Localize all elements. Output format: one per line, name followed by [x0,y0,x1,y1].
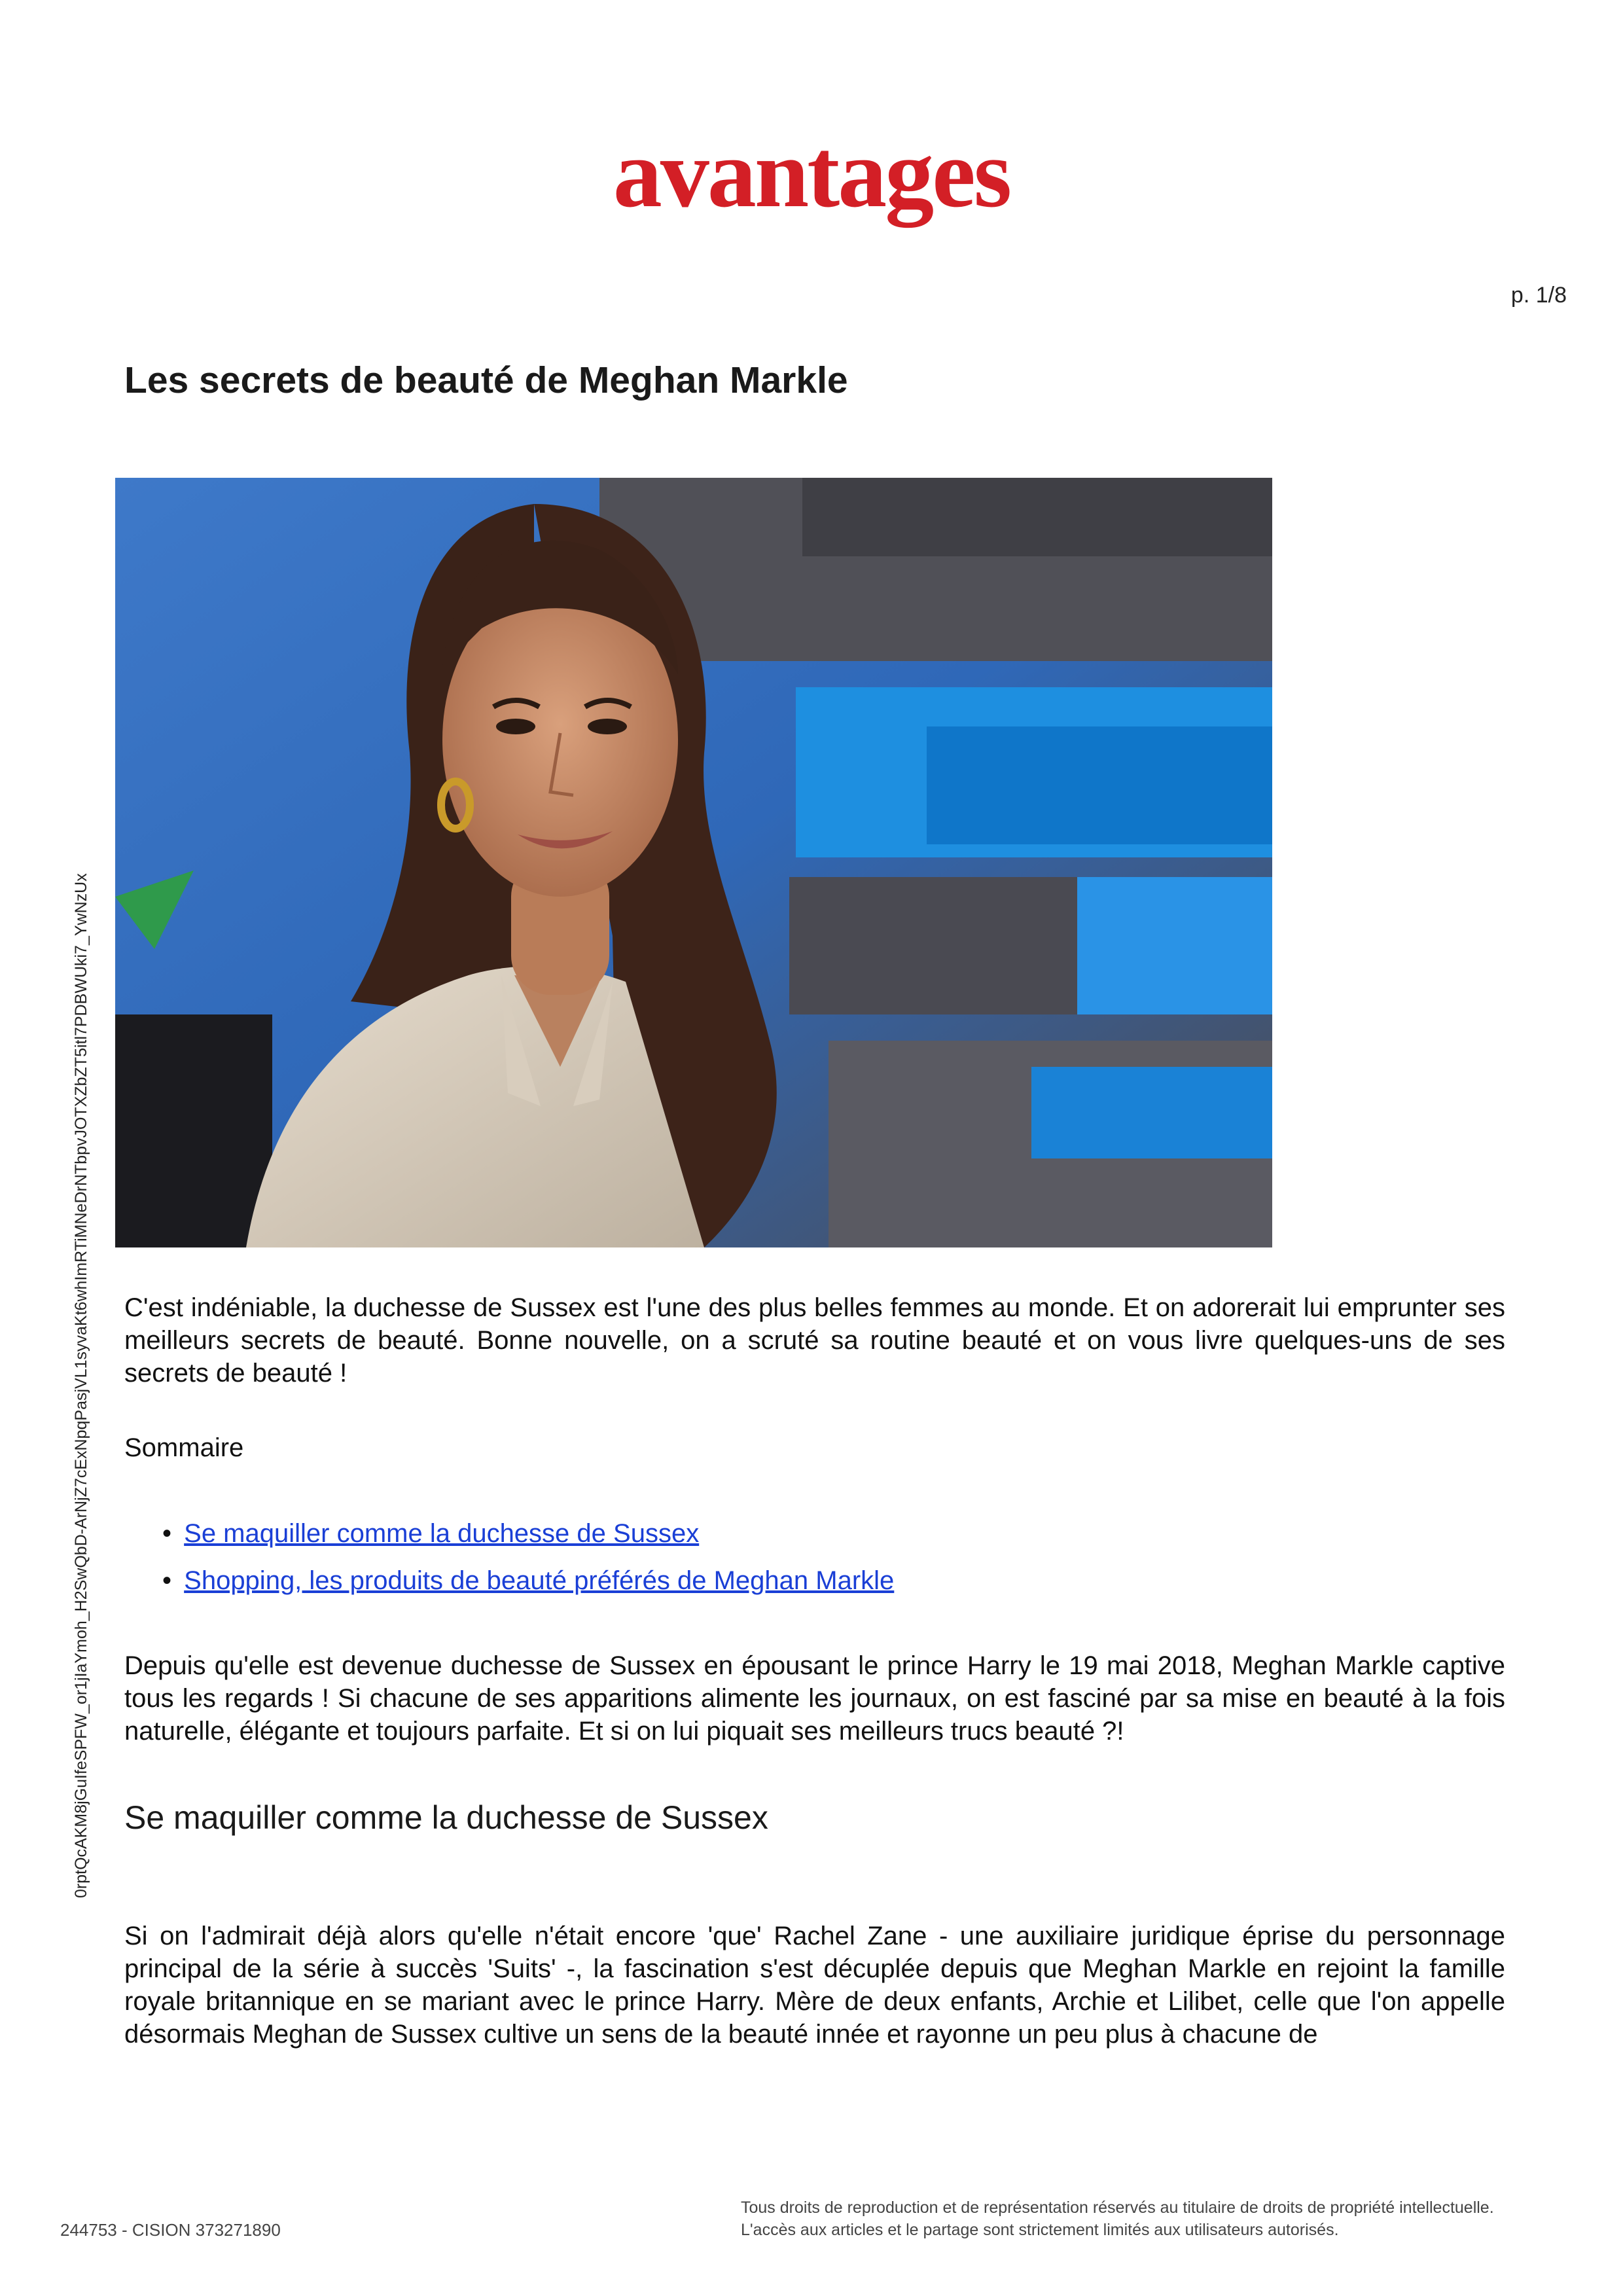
toc-item [162,1564,894,1597]
toc-link-shopping[interactable]: Shopping, les produits de beauté préférés de Meghan Markle [184,1566,895,1595]
article-photo [115,478,1272,1247]
footer-id: 244753 - CISION 373271890 [60,2220,281,2240]
body-paragraph: Depuis qu'elle est devenue duchesse de Sussex en épousant le prince Harry le 19 mai 2018, Meghan Markle captive tous les regards ! Si chacune de ses apparitions alimente les journaux, on est fasciné par sa mise en beauté à la fois naturelle, élégante et toujours parfaite. Et si on lui piquait ses meilleurs trucs beauté ?! [124,1651,1505,1746]
footer-copyright-line: L'accès aux articles et le partage sont strictement limités aux utilisateurs autorisés. [741,2221,1339,2239]
intro-paragraph: C'est indéniable, la duchesse de Sussex est l'une des plus belles femmes au monde. Et on adorerait lui emprunter ses meilleurs secrets de beauté. Bonne nouvelle, on a scruté sa routine beauté et on vous livre quelques-uns de ses secrets de beauté ! [124,1293,1505,1388]
document-id-code: 0rptQcAKM8jGuIfeSPFW_or1jIaYmoh_H2SwQbD-ArNjZ7cExNpqPasjVL1syvaKt6whImRTiMNeDrNTbpvJOTXZbZT5itl7PDBWUki7_YwNzUx [72,873,90,1898]
table-of-contents [162,1517,894,1611]
toc-link-maquiller[interactable]: Se maquiller comme la duchesse de Sussex [184,1519,700,1548]
article-title: Les secrets de beauté de Meghan Markle [124,359,848,401]
section-heading: Se maquiller comme la duchesse de Sussex [124,1799,768,1836]
toc-bullet: • [162,1519,172,1548]
body-paragraph: Si on l'admirait déjà alors qu'elle n'était encore 'que' Rachel Zane - une auxiliaire juridique éprise du personnage principal de la série à succès 'Suits' -, la fascination s'est décuplée depuis que Meghan Markle en rejoint la famille royale britannique en se mariant avec le prince Harry. Mère de deux enfants, Archie et Lilibet, celle que l'on appelle désormais Meghan de Sussex cultive un sens de la beauté innée et rayonne un peu plus à chacune de [124,1922,1505,2049]
page-number: p. 1/8 [1510,283,1567,308]
toc-bullet: • [162,1566,172,1595]
sommaire-label: Sommaire [124,1433,244,1462]
publication-logo: avantages [613,119,1010,228]
toc-item [162,1517,894,1550]
footer-copyright [741,2197,1567,2241]
footer-copyright-line: Tous droits de reproduction et de représentation réservés au titulaire de droits de propriété intellectuelle. [741,2198,1494,2217]
